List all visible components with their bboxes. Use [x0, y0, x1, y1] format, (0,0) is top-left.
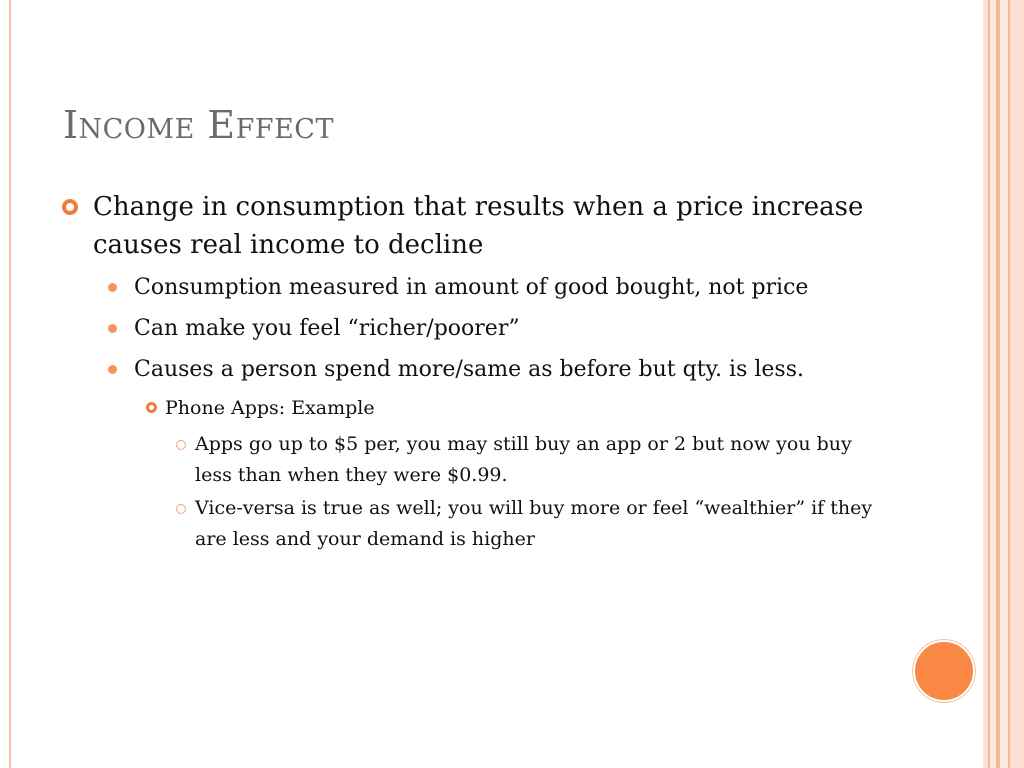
- ring-bullet-icon: [176, 440, 186, 450]
- bullet-text: Change in consumption that results when a price increase causes real income to decline: [93, 192, 864, 260]
- bullet-level-3: [62, 393, 882, 423]
- bullet-level-2: [62, 352, 882, 387]
- bullet-level-4: [62, 493, 882, 555]
- ring-bullet-icon: [146, 402, 157, 413]
- bullet-level-2: [62, 311, 882, 346]
- bullet-level-1: [62, 188, 882, 264]
- bullet-level-2: [62, 270, 882, 305]
- dot-bullet-icon: [108, 283, 117, 292]
- bullet-text: Apps go up to $5 per, you may still buy an app or 2 but now you buy less than when they were $0.99.: [195, 433, 852, 486]
- bullet-text: Causes a person spend more/same as before but qty. is less.: [134, 357, 804, 382]
- left-frame-line: [9, 0, 11, 768]
- bullet-level-4: [62, 429, 882, 491]
- bullet-text: Phone Apps: Example: [165, 397, 375, 419]
- ring-bullet-icon: [176, 504, 186, 514]
- bullet-text: Can make you feel “richer/poorer”: [134, 316, 520, 341]
- accent-circle: [913, 640, 975, 702]
- bullet-text: Consumption measured in amount of good bought, not price: [134, 275, 809, 300]
- ring-bullet-icon: [62, 199, 78, 215]
- dot-bullet-icon: [108, 324, 117, 333]
- slide-title: Income Effect: [63, 103, 334, 147]
- dot-bullet-icon: [108, 365, 117, 374]
- right-decorative-stripes: [983, 0, 1024, 768]
- bullet-text: Vice-versa is true as well; you will buy more or feel “wealthier” if they are less and your demand is higher: [195, 497, 873, 550]
- bullet-list: [62, 188, 882, 557]
